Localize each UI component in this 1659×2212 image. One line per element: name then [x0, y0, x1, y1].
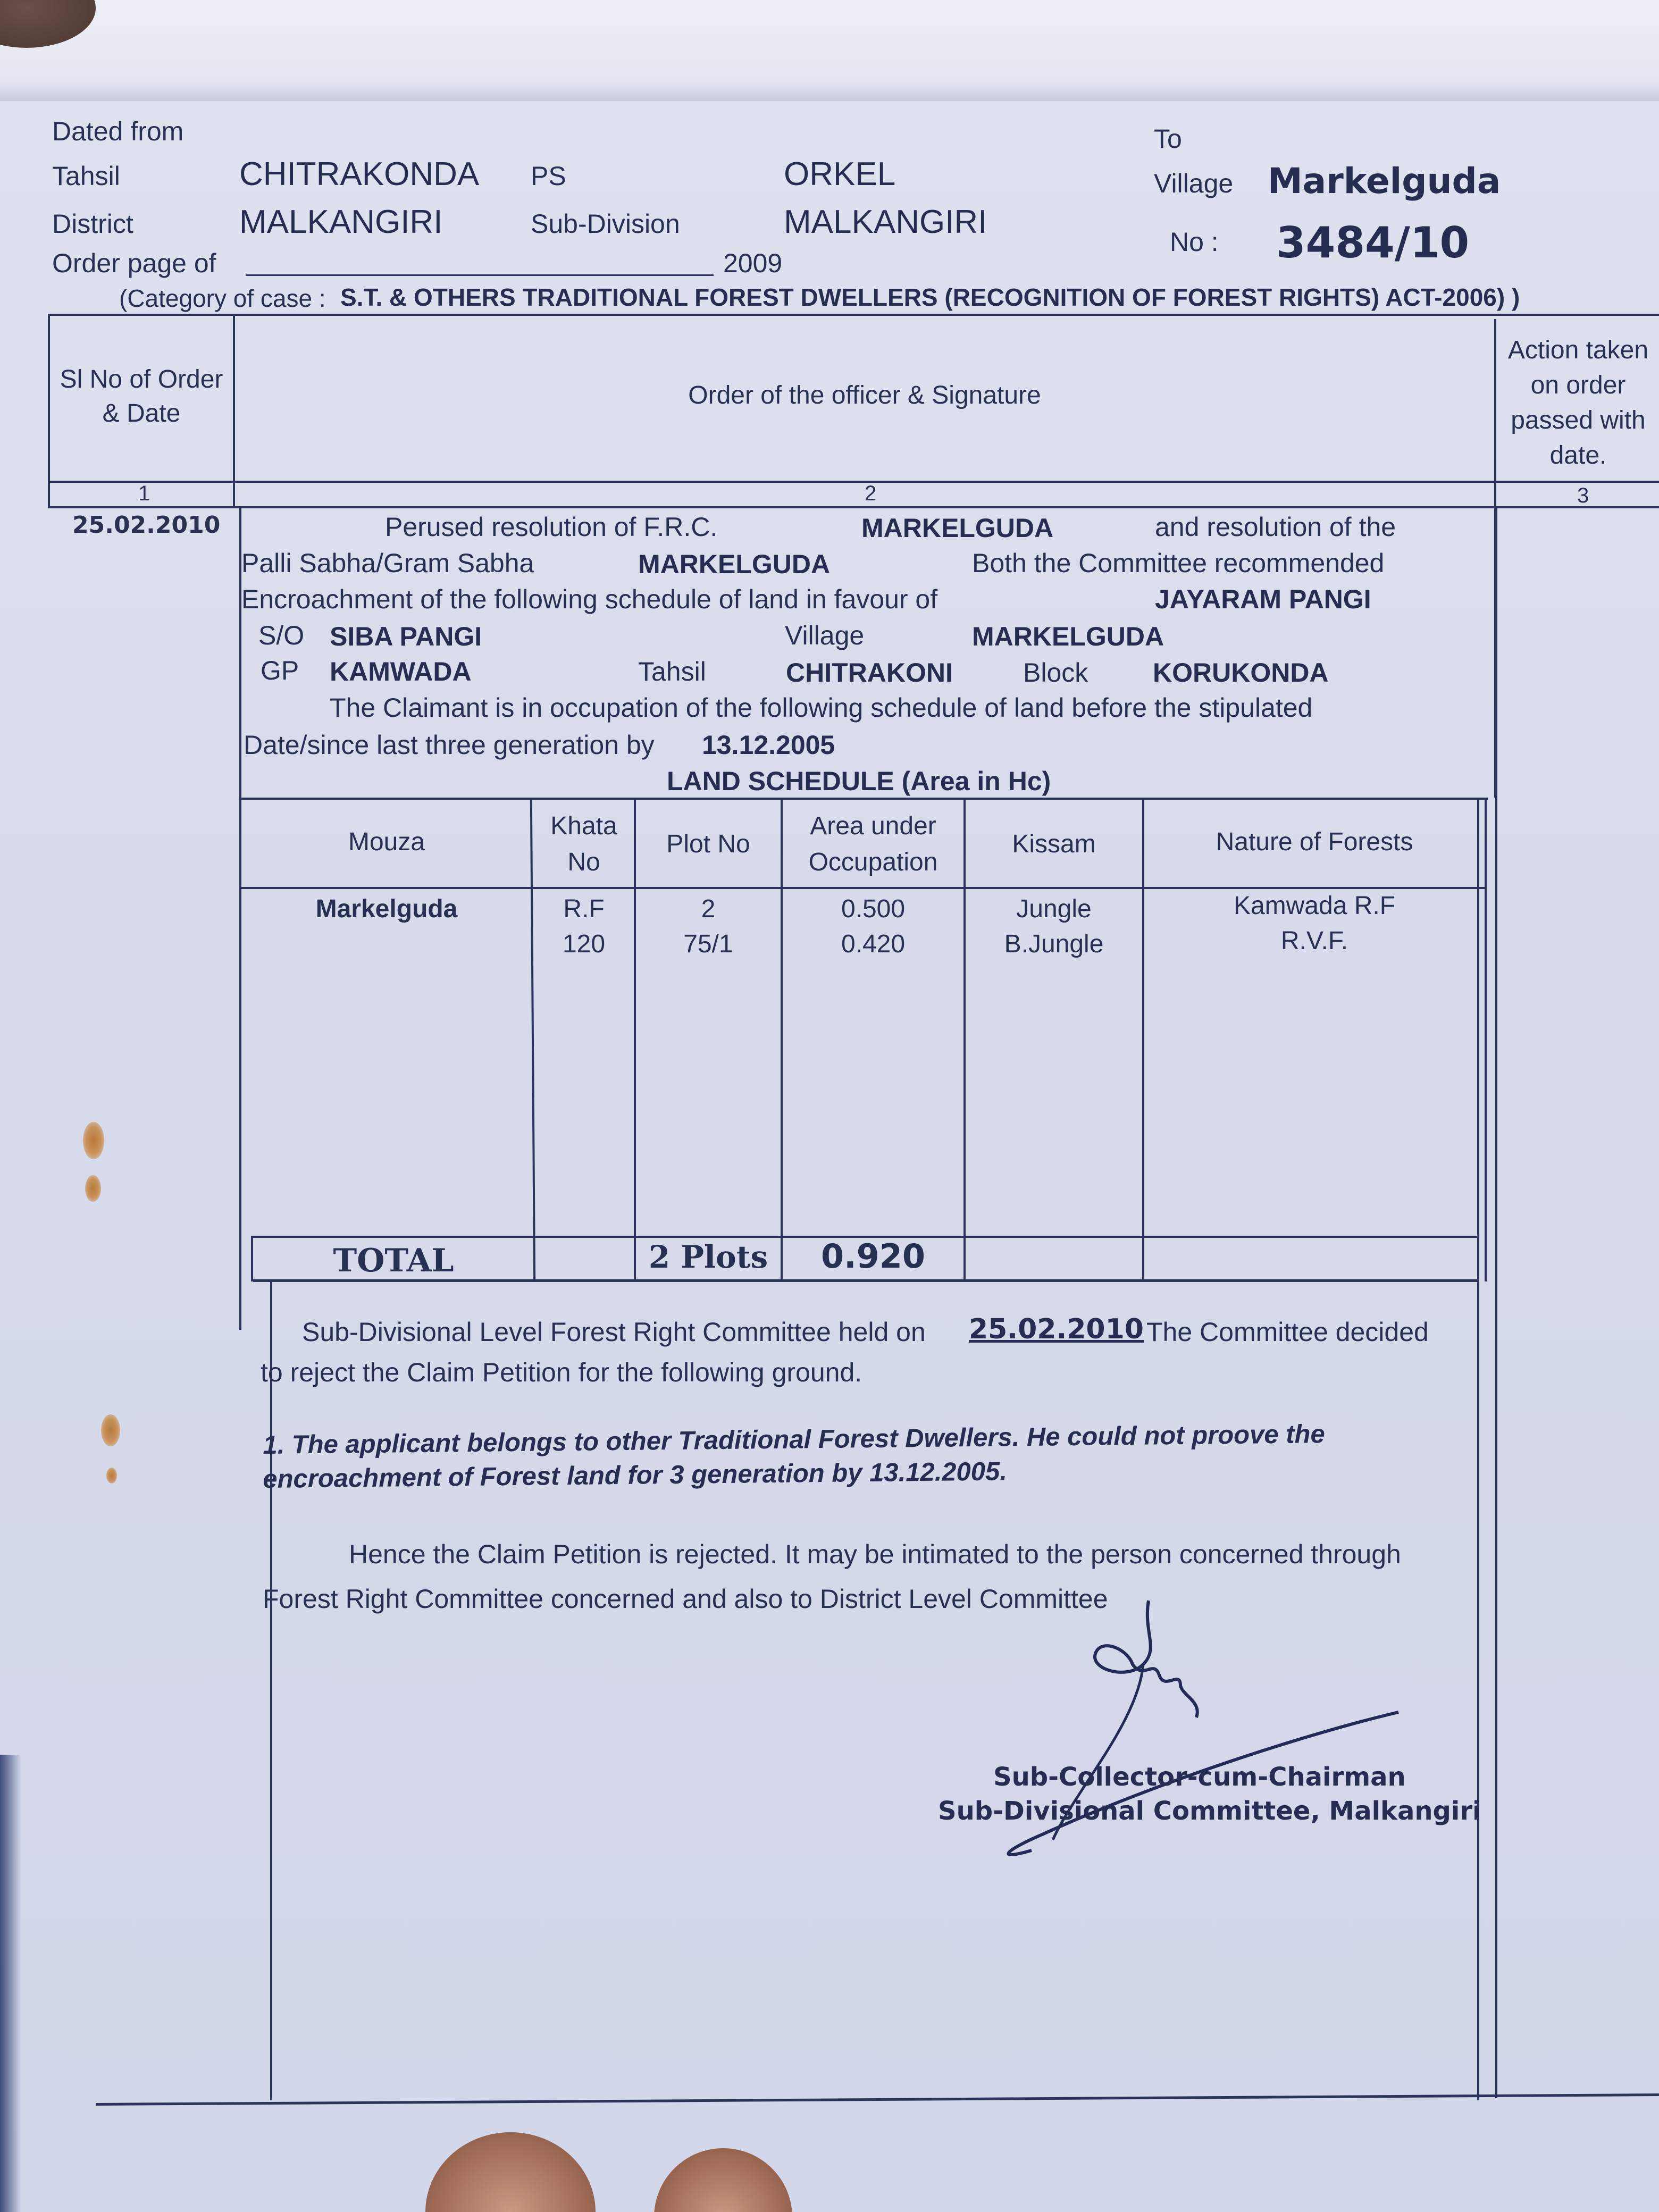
entry-gramsabha-village: MARKELGUDA	[638, 549, 831, 579]
tahsil-value: CHITRAKONDA	[239, 156, 480, 192]
no-label: No :	[1170, 227, 1219, 257]
gp-label: GP	[261, 656, 299, 685]
order-page-blank-line	[246, 274, 714, 276]
signatory-committee: Sub-Divisional Committee, Malkangiri	[938, 1796, 1481, 1826]
entry-line2-a: Palli Sabha/Gram Sabha	[241, 548, 534, 578]
land-schedule-title: LAND SCHEDULE (Area in Hc)	[667, 766, 1051, 796]
village-label: Village	[1154, 169, 1234, 198]
rust-stain	[83, 1122, 104, 1159]
entry-frc-village: MARKELGUDA	[861, 513, 1054, 543]
entry-village-label: Village	[785, 621, 865, 650]
page-left-shadow	[0, 1755, 21, 2212]
table-header-bottom-border	[48, 481, 1659, 483]
schedule-header-kissam: Kissam	[1012, 830, 1096, 858]
schedule-div-5	[1142, 798, 1144, 1281]
rust-stain	[85, 1175, 101, 1202]
signatory-title: Sub-Collector-cum-Chairman	[993, 1762, 1406, 1792]
page-top-edge	[0, 0, 1659, 101]
entry-line6: The Claimant is in occupation of the following schedule of land before the stipulated	[330, 693, 1313, 723]
entry-tahsil-value: CHITRAKONI	[786, 658, 953, 688]
ps-value: ORKEL	[784, 156, 896, 192]
order-page-year: 2009	[723, 248, 783, 278]
tahsil-label: Tahsil	[52, 161, 120, 191]
finger-bottom-right	[654, 2148, 792, 2212]
order-page-label: Order page of	[52, 248, 216, 278]
schedule-total-bottom	[253, 1279, 1477, 1282]
subdivision-label: Sub-Division	[531, 209, 680, 239]
schedule-total-label: TOTAL	[333, 1242, 454, 1279]
schedule-row1-area: 0.500	[841, 895, 906, 923]
so-label: S/O	[258, 621, 305, 650]
entry-tahsil-label: Tahsil	[638, 657, 706, 686]
schedule-header-mouza: Mouza	[348, 828, 425, 856]
committee-date: 25.02.2010	[969, 1313, 1144, 1345]
schedule-header-bottom	[240, 887, 1486, 889]
col3-number: 3	[1577, 484, 1589, 507]
schedule-row2-kissam: B.Jungle	[1004, 930, 1104, 958]
col1-number: 1	[138, 482, 150, 505]
rust-stain	[106, 1468, 117, 1484]
schedule-total-plots: 2 Plots	[648, 1239, 768, 1275]
decision-p1-b: The Committee decided	[1146, 1317, 1429, 1347]
block-value: KORUKONDA	[1153, 658, 1329, 688]
village-value: Markelguda	[1268, 161, 1501, 202]
table-top-border	[48, 314, 1659, 316]
stipulated-date: 13.12.2005	[702, 730, 835, 760]
decision-p1-c: to reject the Claim Petition for the following ground.	[261, 1358, 862, 1387]
schedule-row1-khata: R.F	[563, 895, 605, 923]
table-col1-divider	[233, 314, 235, 508]
table-colnum-bottom-border	[48, 506, 1659, 508]
dated-from-label: Dated from	[52, 116, 184, 146]
so-value: SIBA PANGI	[330, 622, 482, 651]
table-col2-divider	[1494, 319, 1496, 508]
decision-p1-a: Sub-Divisional Level Forest Right Committee held on	[302, 1317, 926, 1347]
gp-value: KAMWADA	[330, 657, 472, 686]
ps-label: PS	[531, 161, 566, 191]
schedule-header-area-line1: Area under	[810, 812, 936, 840]
schedule-row1-kissam: Jungle	[1016, 895, 1092, 923]
to-label: To	[1154, 124, 1182, 154]
schedule-header-plot: Plot No	[666, 830, 750, 858]
entry-line3-a: Encroachment of the following schedule of land in favour of	[241, 584, 938, 614]
decision-p3-b: Forest Right Committee concerned and also to District Level Committee	[263, 1584, 1108, 1614]
schedule-row2-plot: 75/1	[683, 930, 733, 958]
body-col3-line	[1495, 508, 1497, 2098]
rejection-ground-line1: 1. The applicant belongs to other Traditional Forest Dwellers. He could not proove the	[263, 1420, 1325, 1460]
body-right-line-lower	[1477, 798, 1479, 2100]
rust-stain	[101, 1414, 120, 1446]
schedule-row2-khata: 120	[562, 930, 606, 958]
entry-line7-a: Date/since last three generation by	[244, 730, 655, 760]
entry-line1-c: and resolution of the	[1155, 512, 1396, 542]
block-label: Block	[1023, 658, 1088, 688]
entry-line2-c: Both the Committee recommended	[972, 548, 1385, 578]
schedule-header-khata-line2: No	[567, 848, 600, 876]
category-label: (Category of case :	[119, 284, 326, 312]
col1-header: Sl No of Order & Date	[60, 365, 223, 428]
entry-village-value: MARKELGUDA	[972, 622, 1164, 651]
decision-p3-a: Hence the Claim Petition is rejected. It may be intimated to the person concerned through	[349, 1539, 1401, 1569]
schedule-row1-nature: Kamwada R.F	[1233, 892, 1396, 920]
schedule-header-area-line2: Occupation	[808, 848, 938, 876]
subdivision-value: MALKANGIRI	[784, 204, 987, 240]
claimant-name: JAYARAM PANGI	[1155, 584, 1371, 614]
schedule-header-nature: Nature of Forests	[1216, 828, 1413, 856]
entry-line1-a: Perused resolution of F.R.C.	[385, 512, 718, 542]
schedule-total-left	[251, 1236, 253, 1281]
schedule-div-4	[963, 798, 966, 1281]
district-label: District	[52, 209, 133, 239]
no-value: 3484/10	[1276, 218, 1470, 267]
schedule-row2-nature: R.V.F.	[1280, 927, 1348, 955]
schedule-row2-area: 0.420	[841, 930, 906, 958]
col2-header: Order of the officer & Signature	[688, 381, 1041, 409]
col3-header: Action taken on order passed with date.	[1507, 336, 1649, 470]
category-value: S.T. & OTHERS TRADITIONAL FOREST DWELLERS (RECOGNITION OF FOREST RIGHTS) ACT-2006) )	[340, 283, 1520, 311]
body-left-line-lower	[270, 1281, 272, 2100]
district-value: MALKANGIRI	[239, 204, 443, 240]
schedule-header-khata-line1: Khata	[550, 812, 617, 840]
order-date: 25.02.2010	[72, 512, 221, 539]
schedule-total-area: 0.920	[820, 1237, 926, 1276]
rejection-ground-line2: encroachment of Forest land for 3 generation by 13.12.2005.	[263, 1457, 1008, 1494]
schedule-row1-mouza: Markelguda	[315, 895, 458, 923]
schedule-row1-plot: 2	[701, 895, 716, 923]
schedule-right-border	[1485, 798, 1487, 1281]
page-bottom-rule	[96, 2093, 1659, 2106]
schedule-top-border	[239, 798, 1488, 800]
finger-bottom-left	[425, 2132, 596, 2212]
schedule-div-2	[634, 798, 636, 1281]
col2-number: 2	[865, 482, 877, 505]
table-left-border	[48, 314, 50, 508]
